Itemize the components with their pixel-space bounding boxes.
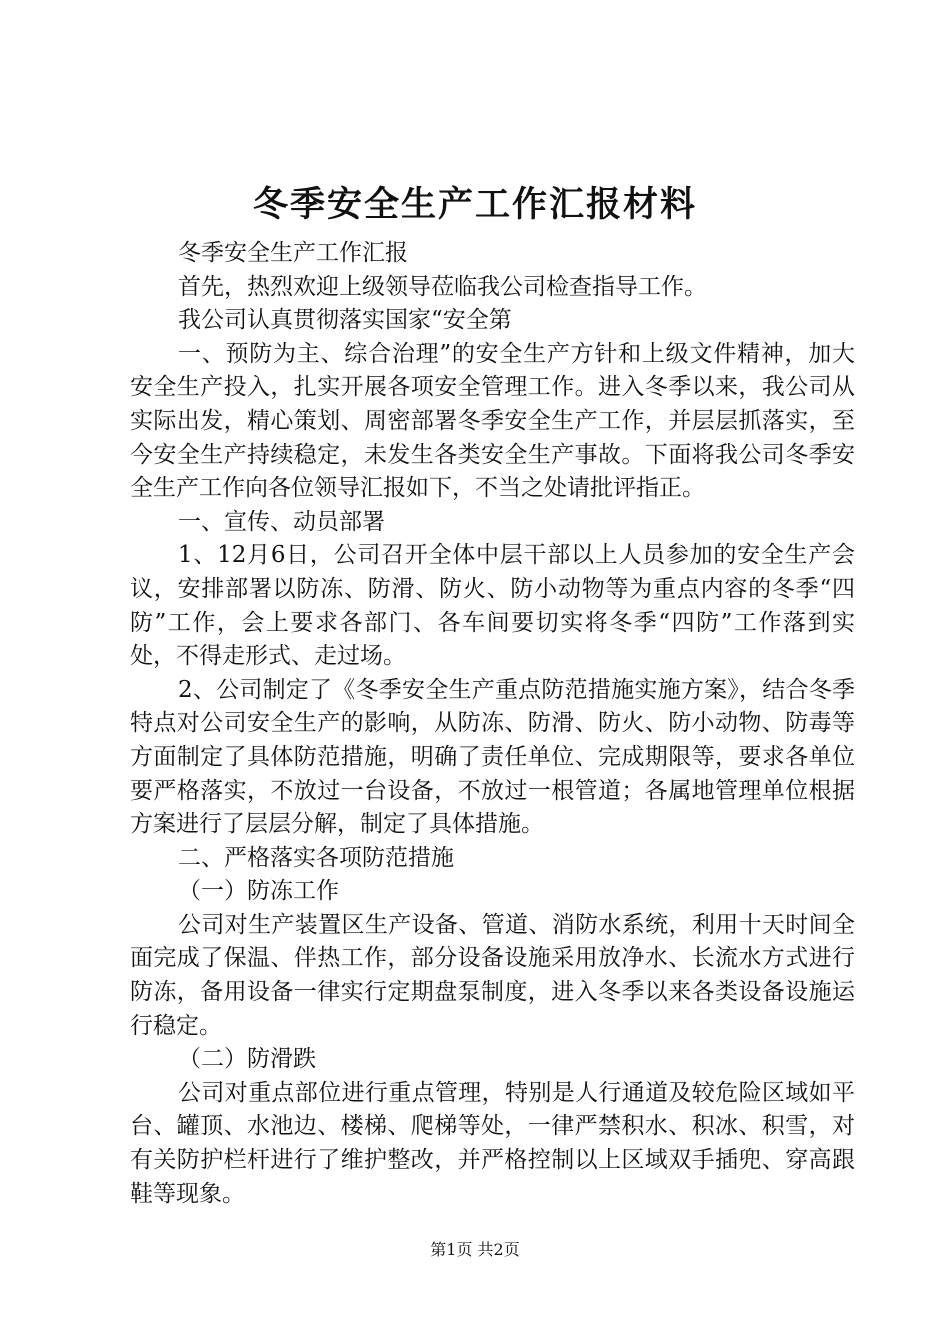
paragraph: 我公司认真贯彻落实国家“安全第 — [178, 307, 512, 334]
paragraph: 首先，热烈欢迎上级领导莅临我公司检查指导工作。 — [178, 273, 707, 300]
subsection-heading: （二）防滑跌 — [178, 1046, 316, 1073]
document-title: 冬季安全生产工作汇报材料 — [252, 184, 697, 225]
paragraph: 2、公司制定了《冬季安全生产重点防范措施实施方案》，结合冬季特点对公司安全生产的影响，从防冻、防滑、防火、防小动物、防毒等方面制定了具体防范措施，明确了责任单位、完成期限等，要求各单位要严格落实，不放过一台设备，不放过一根管道；各属地管理单位根据方案进行了层层分解，制定了具体措施。 — [130, 676, 855, 838]
section-heading: 二、严格落实各项防范措施 — [178, 844, 454, 871]
page-footer: 第1页 共2页 — [430, 1240, 520, 1259]
paragraph: 冬季安全生产工作汇报 — [178, 240, 408, 266]
subsection-heading: （一）防冻工作 — [178, 878, 339, 905]
paragraph: 公司对生产装置区生产设备、管道、消防水系统，利用十天时间全面完成了保温、伴热工作，部分设备设施采用放净水、长流水方式进行防冻，备用设备一律实行定期盘泵制度，进入冬季以来各类设备设施运行稳定。 — [130, 911, 855, 1039]
paragraph: 1、12月6日，公司召开全体中层干部以上人员参加的安全生产会议，安排部署以防冻、防滑、防火、防小动物等为重点内容的冬季“四防”工作，会上要求各部门、各车间要切实将冬季“四防”工作落到实处，不得走形式、走过场。 — [130, 542, 855, 670]
section-heading: 一、宣传、动员部署 — [178, 508, 385, 535]
document-body — [130, 237, 855, 1211]
paragraph: 一、预防为主、综合治理”的安全生产方针和上级文件精神，加大安全生产投入，扎实开展各项安全管理工作。进入冬季以来，我公司从实际出发，精心策划、周密部署冬季安全生产工作，并层层抓落实，至今安全生产持续稳定，未发生各类安全生产事故。下面将我公司冬季安全生产工作向各位领导汇报如下，不当之处请批评指正。 — [130, 340, 855, 502]
paragraph: 公司对重点部位进行重点管理，特别是人行通道及较危险区域如平台、罐顶、水池边、楼梯、爬梯等处，一律严禁积水、积冰、积雪，对有关防护栏杆进行了维护整改，并严格控制以上区域双手插兜、穿高跟鞋等现象。 — [130, 1079, 855, 1207]
